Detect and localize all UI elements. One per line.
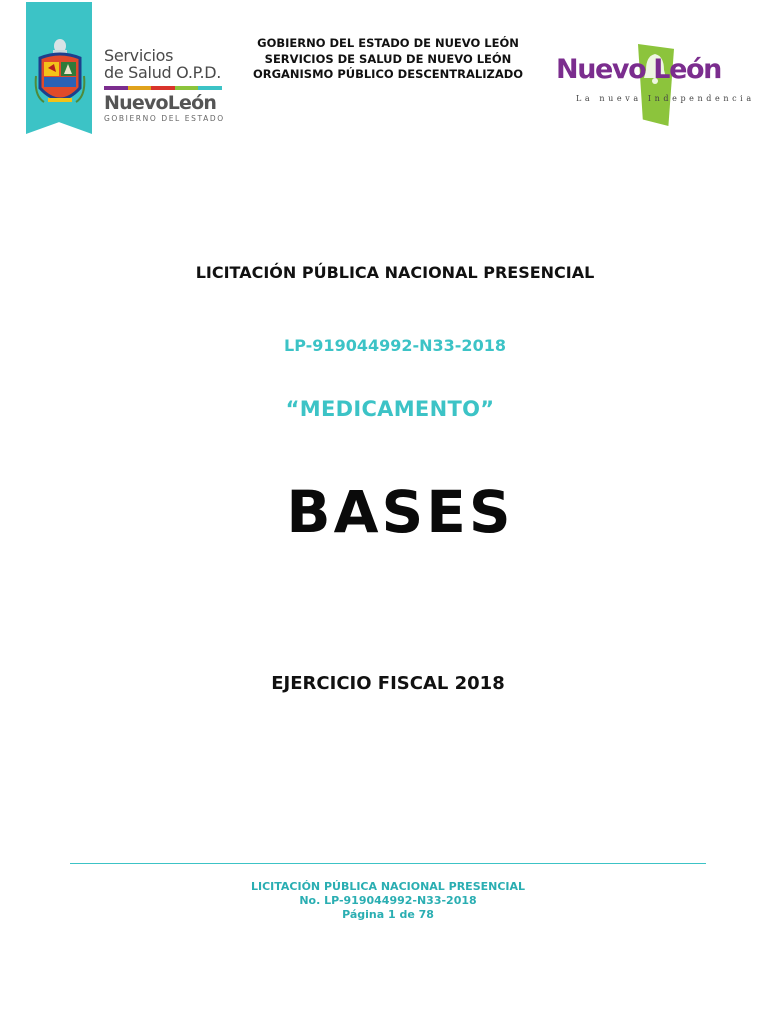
bases-heading: BASES (286, 478, 514, 546)
tender-type-title: LICITACIÓN PÚBLICA NACIONAL PRESENCIAL (195, 263, 595, 282)
servicios-salud-wordmark (104, 48, 234, 123)
nuevo-leon-logo (556, 40, 755, 130)
footer-page-number: Página 1 de 78 (342, 908, 434, 921)
footer-line-licitacion: LICITACIÓN PÚBLICA NACIONAL PRESENCIAL (250, 880, 526, 893)
color-stripes (104, 86, 222, 90)
document-header (230, 36, 546, 83)
logo-gobierno-estado: GOBIERNO DEL ESTADO (104, 114, 225, 123)
logo-tagline: La nueva Independencia (576, 94, 755, 103)
header-line-organismo: ORGANISMO PÚBLICO DESCENTRALIZADO (252, 67, 524, 81)
logo-line-salud: de Salud O.P.D. (104, 63, 222, 82)
footer-line-code: No. LP-919044992-N33-2018 (299, 894, 477, 907)
header-line-servicios: SERVICIOS DE SALUD DE NUEVO LEÓN (264, 51, 512, 66)
logo-brand-nuevoleon: NuevoLeón (104, 92, 217, 114)
header-line-gobierno: GOBIERNO DEL ESTADO DE NUEVO LEÓN (257, 36, 519, 50)
tender-code: LP-919044992-N33-2018 (284, 336, 506, 355)
state-coat-of-arms-icon (34, 36, 86, 112)
logo-line-servicios: Servicios (104, 46, 174, 65)
tender-subject: “MEDICAMENTO” (285, 397, 495, 421)
servicios-salud-logo (26, 2, 226, 134)
page-footer (0, 880, 770, 922)
footer-divider (70, 863, 706, 864)
logo-brand-nuevo-leon: Nuevo León (556, 54, 721, 85)
fiscal-year: EJERCICIO FISCAL 2018 (271, 673, 505, 694)
